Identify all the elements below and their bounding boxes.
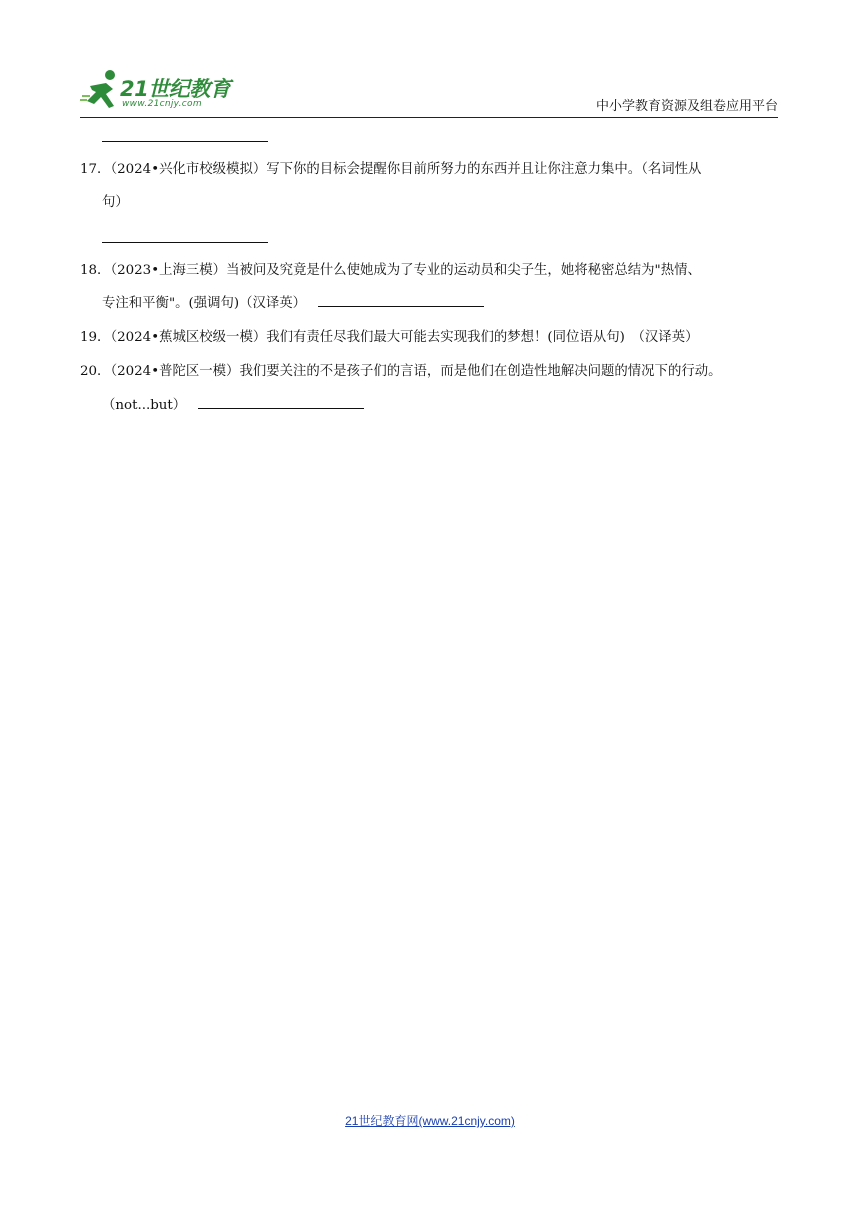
answer-blank[interactable] bbox=[102, 141, 268, 142]
question-number: 17． bbox=[80, 162, 111, 177]
page-footer bbox=[0, 1112, 860, 1129]
answer-blank[interactable] bbox=[102, 242, 268, 243]
answer-blank[interactable] bbox=[198, 396, 364, 409]
question-20-continuation: （not...but） bbox=[102, 396, 364, 416]
question-source: （2024•兴化市校级模拟） bbox=[110, 162, 267, 177]
header-divider bbox=[80, 117, 778, 118]
question-20 bbox=[80, 362, 722, 382]
footer-link[interactable]: 21世纪教育网(www.21cnjy.com) bbox=[345, 1114, 515, 1128]
question-17-continuation: 句） bbox=[102, 195, 129, 210]
question-number: 19． bbox=[80, 330, 111, 345]
question-source: （2023•上海三模） bbox=[110, 263, 227, 278]
question-text: 写下你的目标会提醒你目前所努力的东西并且让你注意力集中。（名词性从 bbox=[266, 162, 702, 177]
logo-url: www.21cnjy.com bbox=[122, 99, 202, 109]
question-19 bbox=[80, 328, 698, 348]
question-text: 我们要关注的不是孩子们的言语，而是他们在创造性地解决问题的情况下的行动。 bbox=[239, 364, 722, 379]
question-18-continuation: 专注和平衡"。(强调句)（汉译英） bbox=[102, 294, 484, 314]
question-source: （2024•蕉城区校级一模） bbox=[110, 330, 267, 345]
answer-blank[interactable] bbox=[318, 294, 484, 307]
question-source: （2024•普陀区一模） bbox=[110, 364, 240, 379]
question-number: 18． bbox=[80, 263, 111, 278]
question-text: 当被问及究竟是什么使她成为了专业的运动员和尖子生，她将秘密总结为"热情、 bbox=[226, 263, 701, 278]
site-logo bbox=[80, 66, 255, 114]
page-header bbox=[80, 66, 778, 118]
platform-name: 中小学教育资源及组卷应用平台 bbox=[595, 99, 778, 114]
runner-icon bbox=[80, 66, 124, 114]
logo-title: 21世纪教育 bbox=[120, 77, 231, 101]
question-number: 20． bbox=[80, 364, 111, 379]
question-text: 我们有责任尽我们最大可能去实现我们的梦想！(同位语从句) （汉译英） bbox=[266, 330, 699, 345]
question-18 bbox=[80, 261, 701, 281]
question-17 bbox=[80, 160, 701, 180]
